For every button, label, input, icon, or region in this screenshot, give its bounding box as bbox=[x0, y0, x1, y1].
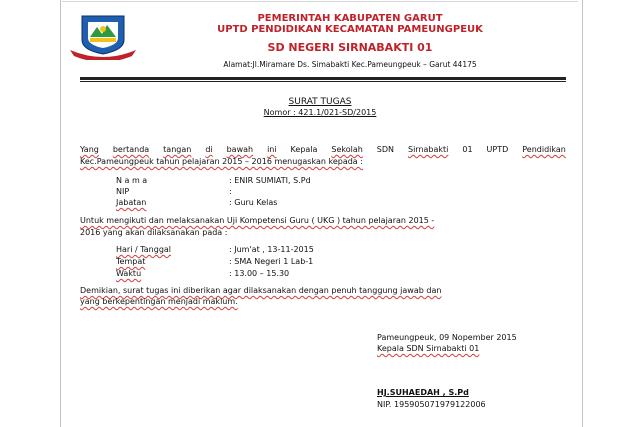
intro-word: Yang bbox=[80, 145, 99, 154]
intro-word: Pendidikan bbox=[522, 145, 566, 154]
event-place-value: : SMA Negeri 1 Lab-1 bbox=[229, 257, 314, 266]
purpose-line-1: Untuk mengikuti dan melaksanakan Uji Kompetensi Guru ( UKG ) tahun pelajaran 2015 - bbox=[80, 216, 435, 225]
page-top-edge bbox=[62, 1, 578, 2]
event-time-label: Waktu bbox=[116, 269, 142, 278]
purpose-line-2: 2016 yang akan dilaksanakan pada : bbox=[80, 228, 228, 237]
event-date-label: Hari / Tanggal bbox=[116, 245, 172, 254]
person-nip-label: NIP bbox=[116, 187, 130, 196]
letterhead-rule-thick bbox=[80, 77, 566, 80]
intro-line-1 bbox=[80, 145, 566, 155]
letterhead-line-2: UPTD PENDIDIKAN KECAMATAN PAMEUNGPEUK bbox=[217, 24, 483, 35]
signer-nip: NIP. 195905071979122006 bbox=[377, 400, 486, 409]
school-name: SD NEGERI SIRNABAKTI 01 bbox=[267, 41, 433, 54]
intro-line-2: Kec.Pameungpeuk tahun pelajaran 2015 – 2016 menugaskan kepada : bbox=[80, 157, 363, 166]
intro-word: Kepala bbox=[290, 145, 318, 154]
event-date-value: : Jum'at , 13-11-2015 bbox=[229, 245, 314, 254]
intro-word: di bbox=[205, 145, 213, 154]
intro-word: Sirnabakti bbox=[408, 145, 449, 154]
intro-word: bawah bbox=[226, 145, 254, 154]
intro-word: 01 bbox=[462, 145, 473, 154]
garut-regency-logo bbox=[68, 10, 138, 60]
letterhead-line-1: PEMERINTAH KABUPATEN GARUT bbox=[257, 13, 443, 24]
intro-word: SDN bbox=[376, 145, 395, 154]
intro-word: ini bbox=[267, 145, 277, 154]
document-number: Nomor : 421.1/021-SD/2015 bbox=[263, 108, 377, 117]
document-title: SURAT TUGAS bbox=[288, 97, 352, 107]
place-date: Pameungpeuk, 09 Nopember 2015 bbox=[377, 333, 517, 342]
person-name-label: N a m a bbox=[116, 176, 148, 185]
closing-line-1: Demikian, surat tugas ini diberikan agar dilaksanakan dengan penuh tanggung jawab dan bbox=[80, 286, 442, 295]
signer-name: HJ.SUHAEDAH , S.Pd bbox=[377, 388, 469, 397]
person-position-label: Jabatan bbox=[116, 198, 147, 207]
person-name-value: : ENIR SUMIATI, S.Pd bbox=[229, 176, 311, 185]
person-position-value: : Guru Kelas bbox=[229, 198, 278, 207]
intro-word: tangan bbox=[163, 145, 192, 154]
letterhead-rule-thin bbox=[80, 81, 566, 82]
event-place-label: Tempat bbox=[116, 257, 146, 266]
signer-title: Kepala SDN Sirnabakti 01 bbox=[377, 344, 480, 353]
intro-word: UPTD bbox=[486, 145, 509, 154]
school-address: Alamat:Jl.Miramare Ds. Simabakti Kec.Pameungpeuk – Garut 44175 bbox=[223, 60, 477, 69]
closing-line-2: yang berkepentingan menjadi maklum. bbox=[80, 297, 238, 306]
event-time-value: : 13.00 – 15.30 bbox=[229, 269, 290, 278]
person-nip-value: : bbox=[229, 187, 232, 196]
intro-word: Sekolah bbox=[331, 145, 363, 154]
intro-word: bertanda bbox=[112, 145, 150, 154]
